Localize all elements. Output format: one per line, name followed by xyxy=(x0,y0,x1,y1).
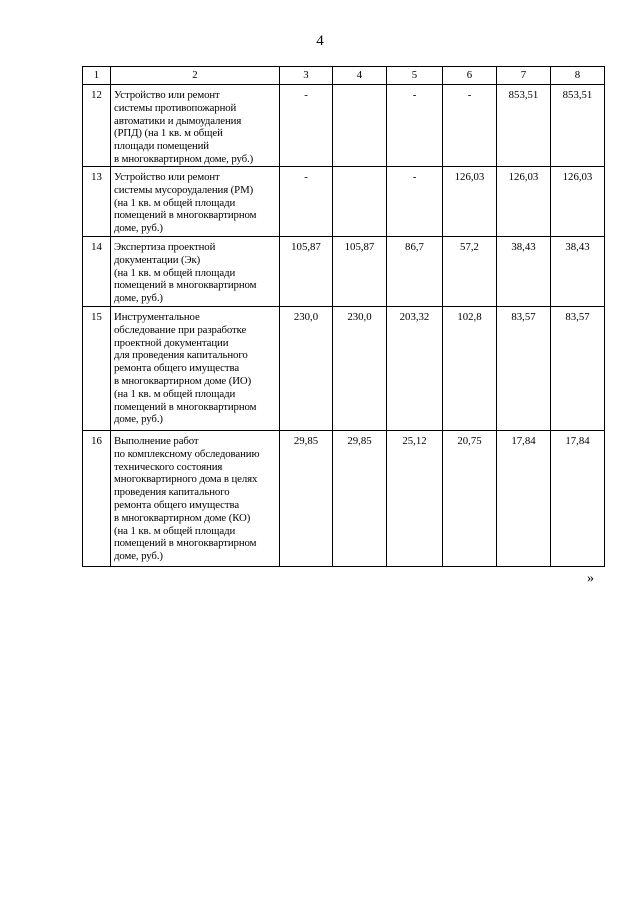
row-description: Выполнение работ по комплексному обследованию технического состояния многоквартирного дома в целях проведения капитального ремонта общего имущества в многоквартирном доме (КО) (на 1 кв. м общей площади помещений в многоквартирном доме, руб.) xyxy=(111,431,280,567)
table-row xyxy=(83,237,605,307)
value-cell: 17,84 xyxy=(551,431,605,567)
closing-quote-mark: » xyxy=(587,571,594,586)
row-description: Инструментальное обследование при разработке проектной документации для проведения капитального ремонта общего имущества в многоквартирном доме (ИО) (на 1 кв. м общей площади помещений в многоквартирном доме, руб.) xyxy=(111,307,280,431)
row-description: Экспертиза проектной документации (Эк) (на 1 кв. м общей площади помещений в многоквартирном доме, руб.) xyxy=(111,237,280,307)
value-cell: 83,57 xyxy=(497,307,551,431)
row-description: Устройство или ремонт системы мусороудаления (РМ) (на 1 кв. м общей площади помещений в многоквартирном доме, руб.) xyxy=(111,167,280,237)
tariff-table xyxy=(82,66,605,567)
row-number: 14 xyxy=(83,237,111,307)
value-cell: - xyxy=(280,167,333,237)
value-cell xyxy=(333,85,387,167)
page-number: 4 xyxy=(316,33,324,49)
table-row xyxy=(83,85,605,167)
header-cell: 3 xyxy=(280,67,333,85)
row-number: 13 xyxy=(83,167,111,237)
header-cell: 8 xyxy=(551,67,605,85)
value-cell: 102,8 xyxy=(443,307,497,431)
value-cell: 29,85 xyxy=(280,431,333,567)
value-cell: 17,84 xyxy=(497,431,551,567)
value-cell: 86,7 xyxy=(387,237,443,307)
table-row xyxy=(83,307,605,431)
value-cell: 25,12 xyxy=(387,431,443,567)
value-cell: 853,51 xyxy=(551,85,605,167)
row-description: Устройство или ремонт системы противопожарной автоматики и дымоудаления (РПД) (на 1 кв. м общей площади помещений в многоквартирном доме, руб.) xyxy=(111,85,280,167)
value-cell: 230,0 xyxy=(280,307,333,431)
value-cell: 853,51 xyxy=(497,85,551,167)
header-cell: 5 xyxy=(387,67,443,85)
value-cell: 126,03 xyxy=(443,167,497,237)
value-cell: 230,0 xyxy=(333,307,387,431)
header-cell: 4 xyxy=(333,67,387,85)
header-cell: 6 xyxy=(443,67,497,85)
table-row xyxy=(83,431,605,567)
header-cell: 7 xyxy=(497,67,551,85)
value-cell: 20,75 xyxy=(443,431,497,567)
header-cell: 1 xyxy=(83,67,111,85)
value-cell: 38,43 xyxy=(497,237,551,307)
value-cell: 38,43 xyxy=(551,237,605,307)
header-cell: 2 xyxy=(111,67,280,85)
value-cell xyxy=(333,167,387,237)
row-number: 16 xyxy=(83,431,111,567)
value-cell: - xyxy=(387,85,443,167)
value-cell: 203,32 xyxy=(387,307,443,431)
row-number: 15 xyxy=(83,307,111,431)
table-header-row xyxy=(83,67,605,85)
value-cell: - xyxy=(443,85,497,167)
value-cell: 126,03 xyxy=(497,167,551,237)
value-cell: - xyxy=(280,85,333,167)
value-cell: 83,57 xyxy=(551,307,605,431)
value-cell: 126,03 xyxy=(551,167,605,237)
table-row xyxy=(83,167,605,237)
value-cell: 105,87 xyxy=(280,237,333,307)
value-cell: - xyxy=(387,167,443,237)
value-cell: 57,2 xyxy=(443,237,497,307)
row-number: 12 xyxy=(83,85,111,167)
value-cell: 29,85 xyxy=(333,431,387,567)
value-cell: 105,87 xyxy=(333,237,387,307)
